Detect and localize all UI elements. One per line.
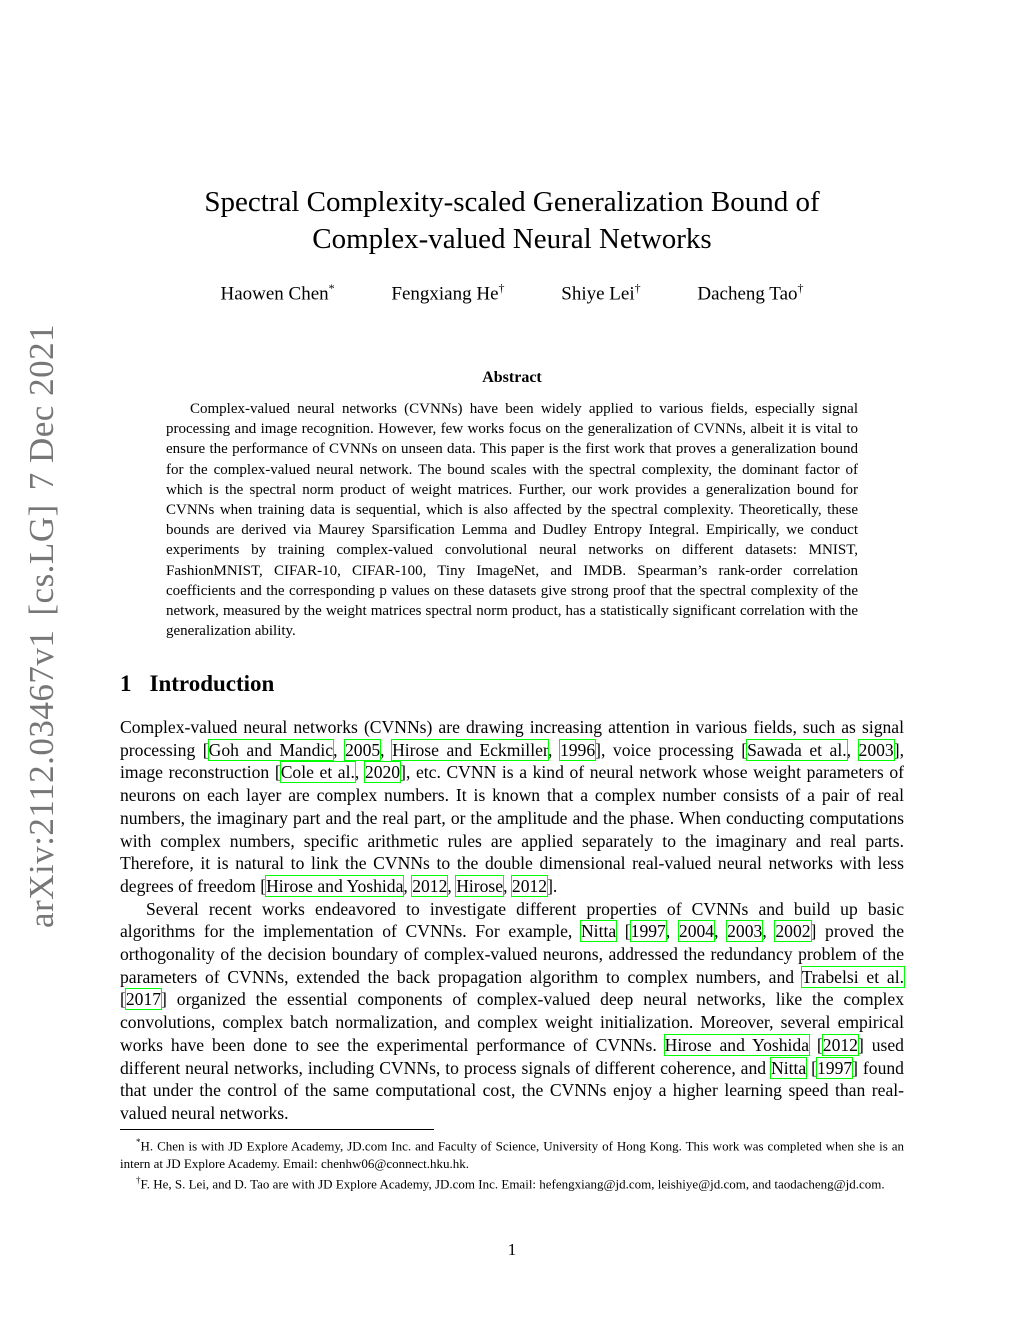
footnote: *H. Chen is with JD Explore Academy, JD.com Inc. and Faculty of Science, University of Hong Kong. This work was completed when she is an intern at JD Explore Academy. Email: chenhw06@connect.hku.hk.: [120, 1137, 904, 1171]
author-list: [0, 281, 1024, 305]
citation-link[interactable]: 2017: [125, 989, 162, 1010]
arxiv-category: [cs.LG]: [22, 504, 61, 616]
citation-link[interactable]: 1997: [630, 921, 666, 942]
page-number: 1: [507, 1240, 517, 1259]
section-number: 1: [120, 671, 132, 696]
citation-link[interactable]: 2012: [511, 875, 548, 896]
author-footnote-mark: †: [634, 281, 641, 295]
citation-link[interactable]: 2003: [858, 739, 894, 760]
author-footnote-mark: †: [498, 281, 505, 295]
citation-link[interactable]: Hirose: [456, 875, 504, 896]
arxiv-id: arXiv:2112.03467v1: [22, 629, 61, 928]
citation-link[interactable]: 2003: [727, 921, 763, 942]
section-heading: [120, 671, 274, 697]
citation-link[interactable]: 2002: [775, 921, 811, 942]
citation-link[interactable]: 2004: [678, 921, 715, 942]
footnote: †F. He, S. Lei, and D. Tao are with JD Explore Academy, JD.com Inc. Email: hefengxiang@jd.com, leishiye@jd.com, and taodacheng@jd.com.: [136, 1175, 885, 1192]
citation-link[interactable]: 2020: [364, 762, 401, 783]
citation-link[interactable]: Cole et al.: [280, 762, 355, 783]
author: Shiye Lei†: [561, 281, 641, 305]
citation-link[interactable]: Nitta: [771, 1057, 807, 1078]
citation-link[interactable]: Hirose and Yoshida: [664, 1034, 810, 1055]
section-title: Introduction: [149, 671, 275, 696]
citation-link[interactable]: 2012: [412, 875, 448, 896]
author: Haowen Chen*: [220, 281, 335, 305]
footnotes: [120, 1134, 904, 1193]
citation-link[interactable]: Sawada et al.: [747, 739, 847, 760]
footnote-mark: †: [136, 1175, 141, 1186]
paragraph-2: Several recent works endeavored to investigate different properties of CVNNs and build up basic algorithms for the implementation of CVNNs. For example, Nitta [1997, 2004, 2003, 2002] proved the orthogonality of the decision boundary of complex-valued neurons, addressed the redundancy problem of the parameters of CVNNs, extended the back propagation algorithm to complex numbers, and Trabelsi et al. [2017] organized the essential components of complex-valued deep neural networks, like the complex convolutions, complex batch normalization, and complex weight initialization. Moreover, several empirical works have been done to see the experimental performance of CVNNs. Hirose and Yoshida [2012] used different neural networks, including CVNNs, to process signals of different coherence, and Nitta [1997] found that under the control of the same computational cost, the CVNNs enjoy a higher learning speed than real-valued neural networks.: [120, 898, 905, 1123]
arxiv-identifier-stamp: [22, 323, 62, 928]
citation-link[interactable]: Hirose and Yoshida: [266, 875, 404, 896]
citation-link[interactable]: Trabelsi et al.: [801, 966, 904, 987]
citation-link[interactable]: Nitta: [580, 921, 617, 942]
footnote-mark: *: [136, 1137, 141, 1147]
abstract-text: Complex-valued neural networks (CVNNs) have been widely applied to various fields, especially signal processing and image recognition. However, few works focus on the generalization of CVNNs, albeit it is vital to ensure the performance of CVNNs on unseen data. This paper is the first work that proves a generalization bound for the complex-valued neural network. The bound scales with the spectral complexity, the dominant factor of which is the spectral norm product of weight matrices. Further, our work provides a generalization bound for CVNNs when training data is sequential, which is also affected by the spectral complexity. Theoretically, these bounds are derived via Maurey Sparsification Lemma and Dudley Entropy Integral. Empirically, we conduct experiments by training complex-valued convolutional neural networks on different datasets: MNIST, FashionMNIST, CIFAR-10, CIFAR-100, Tiny ImageNet, and IMDB. Spearman’s rank-order correlation coefficients and the corresponding p values on these datasets give strong proof that the spectral complexity of the network, measured by the weight matrices spectral norm product, has a statistically significant correlation with the generalization ability.: [166, 401, 858, 640]
paragraph-1: Complex-valued neural networks (CVNNs) are drawing increasing attention in various fields, such as signal processing [Goh and Mandic, 2005, Hirose and Eckmiller, 1996], voice processing [Sawada et al., 2003], image reconstruction [Cole et al., 2020], etc. CVNN is a kind of neural network whose weight parameters of neurons on each layer are complex numbers. It is known that a complex number consists of a pair of real numbers, the imaginary part and the real part, or the amplitude and the phase. When conducting computations with complex numbers, specific arithmetic rules are applied separately to the imaginary and real parts. Therefore, it is natural to link the CVNNs to the double dimensional real-valued neural networks with less degrees of freedom [Hirose and Yoshida, 2012, Hirose, 2012].: [120, 717, 904, 896]
abstract-heading: Abstract: [482, 369, 542, 386]
author-footnote-mark: *: [328, 281, 335, 295]
citation-link[interactable]: 1997: [816, 1057, 853, 1078]
title-line-1: Spectral Complexity-scaled Generalization Bound of: [204, 186, 820, 218]
author: Dacheng Tao†: [697, 281, 804, 305]
introduction-body: [120, 716, 904, 1125]
citation-link[interactable]: 1996: [559, 739, 596, 760]
title-line-2: Complex-valued Neural Networks: [312, 223, 712, 255]
paper-title: [0, 184, 1024, 258]
citation-link[interactable]: Goh and Mandic: [208, 739, 334, 760]
arxiv-date: 7 Dec 2021: [22, 323, 61, 491]
author-footnote-mark: †: [797, 281, 804, 295]
citation-link[interactable]: 2012: [822, 1034, 858, 1055]
footnote-separator: [120, 1129, 434, 1130]
author: Fengxiang He†: [391, 281, 505, 305]
citation-link[interactable]: Hirose and Eckmiller: [392, 739, 549, 760]
citation-link[interactable]: 2005: [344, 739, 381, 760]
